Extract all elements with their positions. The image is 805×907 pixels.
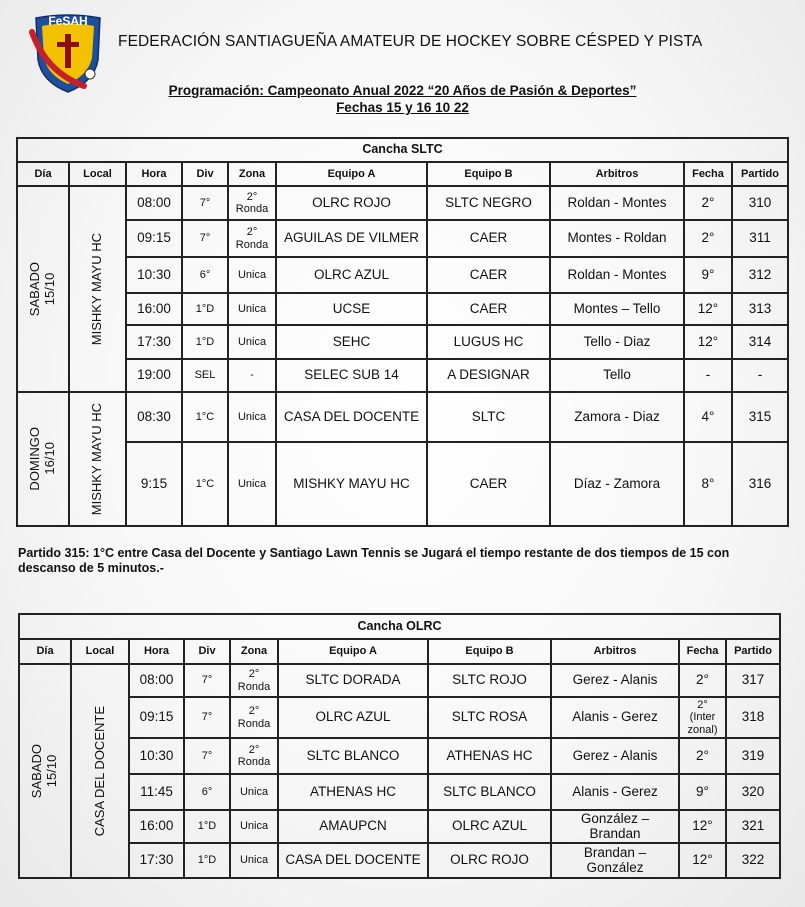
hora-cell: 08:30 [126,392,182,442]
zona-cell: Unica [228,293,276,325]
table-row [19,697,780,738]
equipo-b-cell: A DESIGNAR [427,359,550,392]
fecha-cell: 2° (Inter zonal) [679,697,726,738]
partido-cell: 317 [726,664,780,697]
zona-cell: Unica [230,810,278,843]
zona-cell: Unica [230,843,278,878]
col-header-zona: Zona [230,639,278,664]
hora-cell: 09:15 [126,220,182,257]
fesah-logo [28,12,108,94]
equipo-a-cell: SELEC SUB 14 [276,359,427,392]
arbitros-cell: Roldan - Montes [550,186,684,220]
table-row [17,220,788,257]
col-header-equipo-b: Equipo B [428,639,551,664]
col-header-arbitros: Arbitros [551,639,679,664]
arbitros-cell: Montes - Roldan [550,220,684,257]
table-row [17,392,788,442]
zona-cell: 2° Ronda [230,738,278,774]
hora-cell: 9:15 [126,442,182,526]
div-cell: 1°D [182,325,228,359]
div-cell: 7° [184,697,230,738]
arbitros-cell: Díaz - Zamora [550,442,684,526]
equipo-a-cell: SLTC BLANCO [278,738,428,774]
dia-label: SABADO 15/10 [29,743,59,799]
table-row [17,257,788,293]
dia-label: SABADO 15/10 [27,261,57,317]
equipo-b-cell: SLTC [427,392,550,442]
equipo-b-cell: CAER [427,293,550,325]
table-row [17,359,788,392]
hora-cell: 09:15 [129,697,184,738]
arbitros-cell: Tello - Diaz [550,325,684,359]
arbitros-cell: Montes – Tello [550,293,684,325]
local-label: MISHKY MAYU HC [89,232,105,346]
zona-cell: - [228,359,276,392]
equipo-a-cell: SLTC DORADA [278,664,428,697]
hora-cell: 10:30 [129,738,184,774]
arbitros-cell: Zamora - Diaz [550,392,684,442]
equipo-a-cell: AGUILAS DE VILMER [276,220,427,257]
col-header-div: Div [184,639,230,664]
fecha-cell: 2° [679,664,726,697]
cancha-title: Cancha SLTC [17,138,788,162]
zona-cell: 2° Ronda [230,697,278,738]
partido-cell: 315 [732,392,788,442]
fecha-cell: 12° [679,843,726,878]
zona-cell: Unica [228,325,276,359]
div-cell: 1°D [184,810,230,843]
arbitros-cell: Brandan – González [551,843,679,878]
partido-cell: 320 [726,774,780,810]
arbitros-cell: Gerez - Alanis [551,738,679,774]
dia-label: DOMINGO 16/10 [27,427,57,491]
table-row [19,664,780,697]
partido-cell: 321 [726,810,780,843]
partido-note: Partido 315: 1°C entre Casa del Docente y Santiago Lawn Tennis se Jugará el tiempo restante de dos tiempos de 15 con descanso de 5 minutos.- [18,546,730,575]
col-header-equipo-a: Equipo A [278,639,428,664]
partido-cell: 316 [732,442,788,526]
div-cell: 1°D [182,293,228,325]
div-cell: 1°C [182,442,228,526]
schedule-table-sltc [16,137,789,527]
fecha-cell: 2° [684,220,732,257]
hora-cell: 08:00 [129,664,184,697]
col-header-dia: Día [19,639,71,664]
header-row [17,162,788,186]
col-header-fecha: Fecha [684,162,732,186]
dia-cell [17,392,69,526]
col-header-partido: Partido [732,162,788,186]
col-header-hora: Hora [126,162,182,186]
equipo-a-cell: OLRC ROJO [276,186,427,220]
partido-cell: 311 [732,220,788,257]
zona-cell: Unica [230,774,278,810]
partido-cell: 322 [726,843,780,878]
col-header-hora: Hora [129,639,184,664]
fecha-cell: 4° [684,392,732,442]
col-header-local: Local [71,639,129,664]
programacion-title: Programación: Campeonato Anual 2022 “20 Años de Pasión & Deportes” [168,83,637,98]
partido-cell: 314 [732,325,788,359]
dia-cell [19,664,71,878]
arbitros-cell: González – Brandan [551,810,679,843]
equipo-b-cell: SLTC NEGRO [427,186,550,220]
div-cell: 7° [182,186,228,220]
fecha-cell: 8° [684,442,732,526]
partido-cell: 312 [732,257,788,293]
arbitros-cell: Roldan - Montes [550,257,684,293]
equipo-a-cell: CASA DEL DOCENTE [278,843,428,878]
hora-cell: 17:30 [126,325,182,359]
fecha-cell: 2° [679,738,726,774]
fecha-cell: 2° [684,186,732,220]
org-title: FEDERACIÓN SANTIAGUEÑA AMATEUR DE HOCKEY SOBRE CÉSPED Y PISTA [118,33,703,50]
arbitros-cell: Alanis - Gerez [551,774,679,810]
equipo-b-cell: LUGUS HC [427,325,550,359]
arbitros-cell: Alanis - Gerez [551,697,679,738]
col-header-zona: Zona [228,162,276,186]
fecha-cell: 12° [684,293,732,325]
svg-text:FeSAH: FeSAH [48,14,88,28]
zona-cell: 2° Ronda [230,664,278,697]
fecha-cell: 9° [684,257,732,293]
table-row [17,186,788,220]
equipo-a-cell: OLRC AZUL [276,257,427,293]
table-row [17,325,788,359]
equipo-b-cell: SLTC ROSA [428,697,551,738]
fecha-cell: 12° [684,325,732,359]
fecha-cell: 12° [679,810,726,843]
hora-cell: 16:00 [129,810,184,843]
fecha-cell: 9° [679,774,726,810]
equipo-a-cell: CASA DEL DOCENTE [276,392,427,442]
arbitros-cell: Gerez - Alanis [551,664,679,697]
equipo-b-cell: CAER [427,442,550,526]
equipo-b-cell: SLTC BLANCO [428,774,551,810]
cancha-title: Cancha OLRC [19,614,780,639]
col-header-arbitros: Arbitros [550,162,684,186]
equipo-a-cell: OLRC AZUL [278,697,428,738]
col-header-dia: Día [17,162,69,186]
col-header-div: Div [182,162,228,186]
equipo-b-cell: ATHENAS HC [428,738,551,774]
equipo-b-cell: CAER [427,220,550,257]
local-label: MISHKY MAYU HC [89,402,105,516]
equipo-b-cell: OLRC AZUL [428,810,551,843]
fechas-subtitle: Fechas 15 y 16 10 22 [336,100,469,115]
div-cell: 1°C [182,392,228,442]
zona-cell: 2° Ronda [228,220,276,257]
partido-cell: 313 [732,293,788,325]
local-cell [71,664,129,878]
hora-cell: 11:45 [129,774,184,810]
hora-cell: 08:00 [126,186,182,220]
col-header-fecha: Fecha [679,639,726,664]
partido-cell: - [732,359,788,392]
col-header-local: Local [69,162,126,186]
header-row [19,639,780,664]
col-header-partido: Partido [726,639,780,664]
hora-cell: 17:30 [129,843,184,878]
col-header-equipo-b: Equipo B [427,162,550,186]
div-cell: 6° [184,774,230,810]
div-cell: 7° [184,664,230,697]
partido-cell: 310 [732,186,788,220]
hora-cell: 19:00 [126,359,182,392]
table-row [19,843,780,878]
partido-cell: 318 [726,697,780,738]
arbitros-cell: Tello [550,359,684,392]
equipo-b-cell: CAER [427,257,550,293]
div-cell: 1°D [184,843,230,878]
zona-cell: Unica [228,392,276,442]
div-cell: 6° [182,257,228,293]
equipo-a-cell: UCSE [276,293,427,325]
fecha-cell: - [684,359,732,392]
zona-cell: Unica [228,257,276,293]
div-cell: 7° [184,738,230,774]
equipo-a-cell: ATHENAS HC [278,774,428,810]
equipo-a-cell: MISHKY MAYU HC [276,442,427,526]
div-cell: 7° [182,220,228,257]
schedule-table-olrc [18,613,781,879]
equipo-a-cell: AMAUPCN [278,810,428,843]
equipo-b-cell: SLTC ROJO [428,664,551,697]
table-row [17,293,788,325]
local-cell [69,186,126,392]
div-cell: SEL [182,359,228,392]
hora-cell: 10:30 [126,257,182,293]
equipo-a-cell: SEHC [276,325,427,359]
hora-cell: 16:00 [126,293,182,325]
equipo-b-cell: OLRC ROJO [428,843,551,878]
table-row [17,442,788,526]
partido-cell: 319 [726,738,780,774]
zona-cell: 2° Ronda [228,186,276,220]
local-cell [69,392,126,526]
local-label: CASA DEL DOCENTE [91,705,107,837]
table-row [19,810,780,843]
zona-cell: Unica [228,442,276,526]
table-row [19,774,780,810]
col-header-equipo-a: Equipo A [276,162,427,186]
dia-cell [17,186,69,392]
table-row [19,738,780,774]
